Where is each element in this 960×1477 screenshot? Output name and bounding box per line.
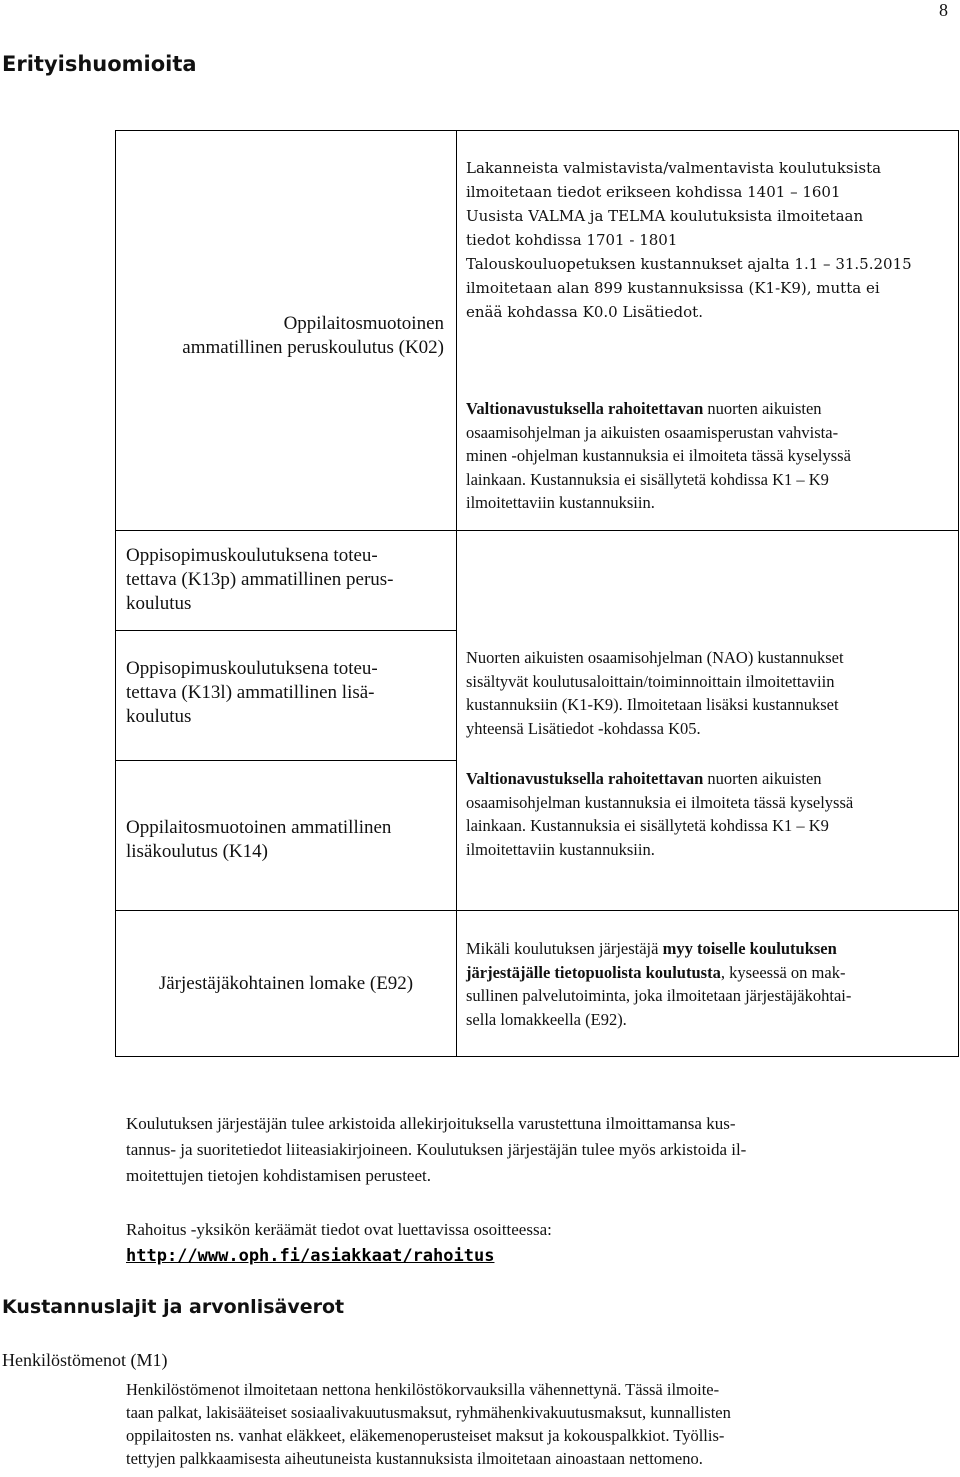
row2-label-k14: Oppilaitosmuotoinen ammatillinen lisäkoulutus (K14) — [126, 817, 392, 862]
page-number: 8 — [939, 0, 948, 20]
table-border-left — [115, 130, 116, 1057]
row1-note: Valtionavustuksella rahoitettavan nuorten aikuisten osaamisohjelman ja aikuisten osaamisperustan vahvista- minen -ohjelman kustannuksia ei ilmoiteta tässä kyselyssä lainkaan. Kustannuksia ei sisällytetä kohdissa K1 – K9 ilmoitettaviin kustannuksiin. — [466, 399, 851, 512]
row2-label-k13l: Oppisopimuskoulutuksena toteu- tettava (K13l) ammatillinen lisä- koulutus — [126, 658, 378, 727]
row1-label: Oppilaitosmuotoinen ammatillinen peruskoulutus (K02) — [182, 313, 444, 358]
section-heading-erityishuomioita: Erityishuomioita — [2, 52, 197, 76]
table-inner-divider-b — [115, 760, 456, 761]
rahoitus-paragraph: Rahoitus -yksikön keräämät tiedot ovat luettavissa osoitteessa: http://www.oph.fi/asiakkaat/rahoitus — [126, 1220, 552, 1266]
subsection-heading-m1: Henkilöstömenot (M1) — [2, 1350, 168, 1370]
table-inner-divider-a — [115, 630, 456, 631]
section-heading-kustannuslajit: Kustannuslajit ja arvonlisäverot — [2, 1296, 345, 1318]
table-column-divider — [456, 130, 457, 1057]
row1-description: Lakanneista valmistavista/valmentavista koulutuksista ilmoitetaan tiedot erikseen kohdissa 1401 – 1601 Uusista VALMA ja TELMA koulutuksista ilmoitetaan tiedot kohdissa 1701 - 1801 Talouskouluopetuksen kustannukset ajalta 1.1 – 31.5.2015 ilmoitetaan alan 899 kustannuksissa (K1-K9), mutta ei enää kohdassa K0.0 Lisätiedot. — [466, 159, 912, 321]
row2-label-k13p: Oppisopimuskoulutuksena toteu- tettava (K13p) ammatillinen perus- koulutus — [126, 545, 394, 614]
row3-label: Järjestäjäkohtainen lomake (E92) — [158, 973, 414, 994]
archive-paragraph: Koulutuksen järjestäjän tulee arkistoida allekirjoituksella varustettuna ilmoittamansa kus- tannus- ja suoritetiedot liiteasiakirjoineen. Koulutuksen järjestäjän tulee myös arkistoida il- moitettujen tietojen kohdistamisen perusteet. — [126, 1114, 747, 1185]
row3-description: Mikäli koulutuksen järjestäjä myy toiselle koulutuksen järjestäjälle tietopuolista koulutusta, kyseessä on mak- sullinen palvelutoiminta, joka ilmoitetaan järjestäjäkohtai- sella lomakkeella (E92). — [466, 939, 852, 1029]
table-border-row3-top — [115, 910, 959, 911]
table-border-bottom — [115, 1056, 959, 1057]
table-border-row2-top — [115, 530, 959, 531]
rahoitus-link[interactable]: http://www.oph.fi/asiakkaat/rahoitus — [126, 1246, 495, 1266]
row2-nao-description: Nuorten aikuisten osaamisohjelman (NAO) kustannukset sisältyvät koulutusaloittain/toiminnoittain ilmoitettaviin kustannuksiin (K1-K9). Ilmoitetaan lisäksi kustannukset yhteensä Lisätiedot -kohdassa K05. — [466, 648, 844, 738]
m1-paragraph: Henkilöstömenot ilmoitetaan nettona henkilöstökorvauksilla vähennettynä. Tässä ilmoite- taan palkat, lakisääteiset sosiaalivakuutusmaksut, ryhmähenkivakuutusmaksut, kunnallisten oppilaitosten ns. vanhat eläkkeet, eläkemenoperusteiset maksut ja kokouspalkkiot. Työllis- tettyjen palkkaamisesta aiheutuneista kustannuksista ilmoitetaan ainoastaan nettomeno. — [126, 1380, 731, 1468]
table-border-top — [115, 130, 959, 131]
row2-valtionavustus-note: Valtionavustuksella rahoitettavan nuorten aikuisten osaamisohjelman kustannuksia ei ilmoiteta tässä kyselyssä lainkaan. Kustannuksia ei sisällytetä kohdissa K1 – K9 ilmoitettaviin kustannuksiin. — [466, 769, 854, 859]
table-border-right — [958, 130, 959, 1057]
